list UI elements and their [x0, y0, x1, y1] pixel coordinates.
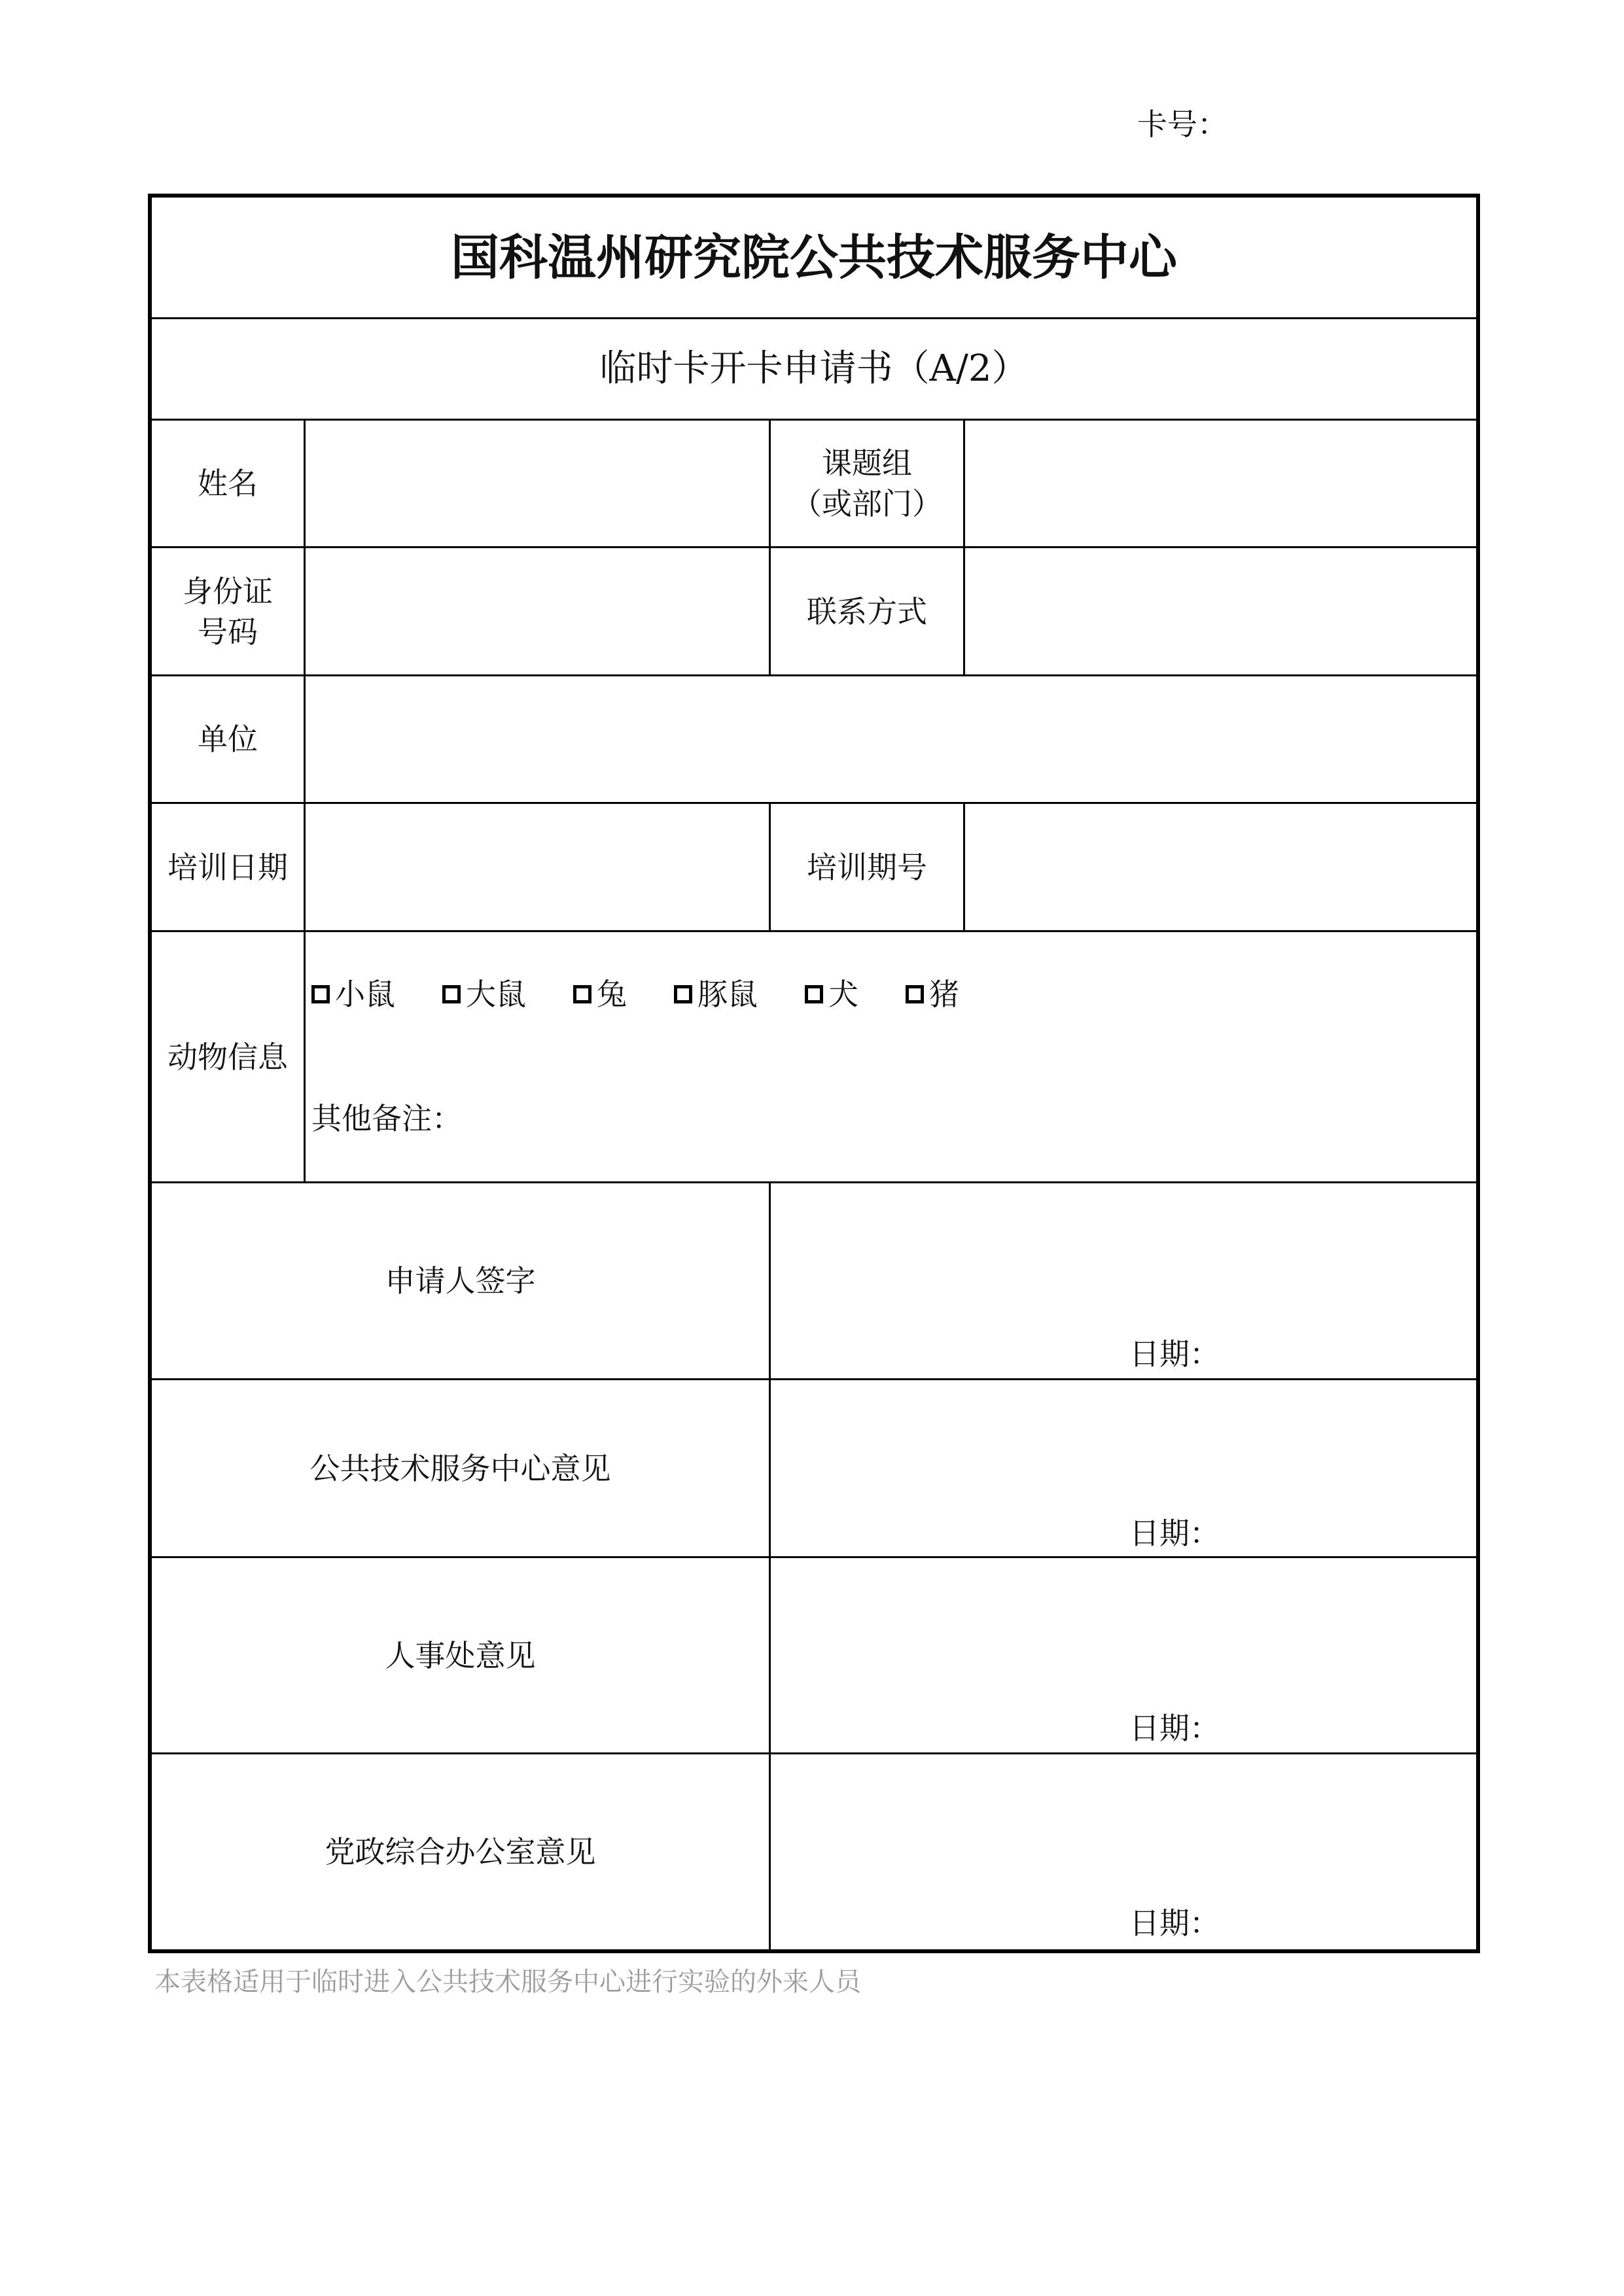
training-period-field[interactable] — [965, 804, 1476, 930]
name-label: 姓名 — [198, 466, 258, 501]
animal-label: 猪 — [929, 977, 959, 1012]
animal-label: 小鼠 — [335, 977, 395, 1012]
group-label-line2: （或部门） — [792, 486, 942, 521]
form-subtitle: 临时卡开卡申请书（A/2） — [599, 347, 1029, 390]
animal-option-guinea-pig[interactable] — [674, 975, 758, 1014]
other-remarks-label: 其他备注： — [311, 1101, 462, 1136]
checkbox-icon[interactable] — [674, 985, 692, 1003]
center-opinion-label: 公共技术服务中心意见 — [309, 1450, 611, 1486]
group-label-line1: 课题组 — [822, 445, 912, 481]
card-number-label: 卡号： — [1137, 107, 1227, 142]
animal-option-rabbit[interactable] — [573, 975, 627, 1014]
id-number-field[interactable] — [306, 548, 769, 674]
checkbox-icon[interactable] — [805, 985, 823, 1003]
id-label-line1: 身份证 — [183, 573, 273, 609]
hr-opinion-field[interactable] — [771, 1558, 1476, 1752]
row-divider — [148, 930, 1480, 932]
applicant-signature-field[interactable] — [771, 1183, 1476, 1378]
center-date-label: 日期： — [1129, 1516, 1220, 1551]
applicant-signature-label: 申请人签字 — [385, 1263, 536, 1298]
office-opinion-label: 党政综合办公室意见 — [325, 1834, 596, 1870]
training-period-label: 培训期号 — [807, 849, 927, 885]
contact-field[interactable] — [965, 548, 1476, 674]
unit-field[interactable] — [306, 676, 1476, 802]
training-date-field[interactable] — [306, 804, 769, 930]
checkbox-icon[interactable] — [573, 985, 591, 1003]
animal-label: 犬 — [828, 977, 858, 1012]
name-field[interactable] — [306, 421, 769, 546]
unit-label: 单位 — [198, 722, 258, 757]
footnote: 本表格适用于临时进入公共技术服务中心进行实验的外来人员 — [154, 1967, 861, 1997]
animal-label: 兔 — [597, 977, 627, 1012]
checkbox-icon[interactable] — [906, 985, 924, 1003]
office-opinion-field[interactable] — [771, 1754, 1476, 1949]
animal-option-dog[interactable] — [805, 975, 858, 1014]
form-title: 国科温州研究院公共技术服务中心 — [451, 229, 1177, 286]
contact-label: 联系方式 — [807, 593, 927, 629]
animal-option-rat[interactable] — [442, 975, 526, 1014]
center-opinion-field[interactable] — [771, 1380, 1476, 1556]
group-field[interactable] — [965, 421, 1476, 546]
office-date-label: 日期： — [1129, 1905, 1220, 1941]
animal-option-pig[interactable] — [906, 975, 959, 1014]
animal-option-mouse[interactable] — [311, 975, 395, 1014]
animal-options — [311, 975, 959, 1014]
animal-label: 豚鼠 — [697, 977, 758, 1012]
checkbox-icon[interactable] — [442, 985, 461, 1003]
hr-date-label: 日期： — [1129, 1711, 1220, 1746]
id-number-label — [152, 548, 304, 674]
training-date-label: 培训日期 — [168, 849, 288, 885]
id-label-line2: 号码 — [198, 614, 258, 650]
applicant-date-label: 日期： — [1129, 1336, 1220, 1372]
animal-label: 大鼠 — [466, 977, 526, 1012]
animal-info-label: 动物信息 — [168, 1039, 288, 1075]
group-label — [771, 421, 963, 546]
hr-opinion-label: 人事处意见 — [385, 1637, 536, 1673]
checkbox-icon[interactable] — [311, 985, 330, 1003]
